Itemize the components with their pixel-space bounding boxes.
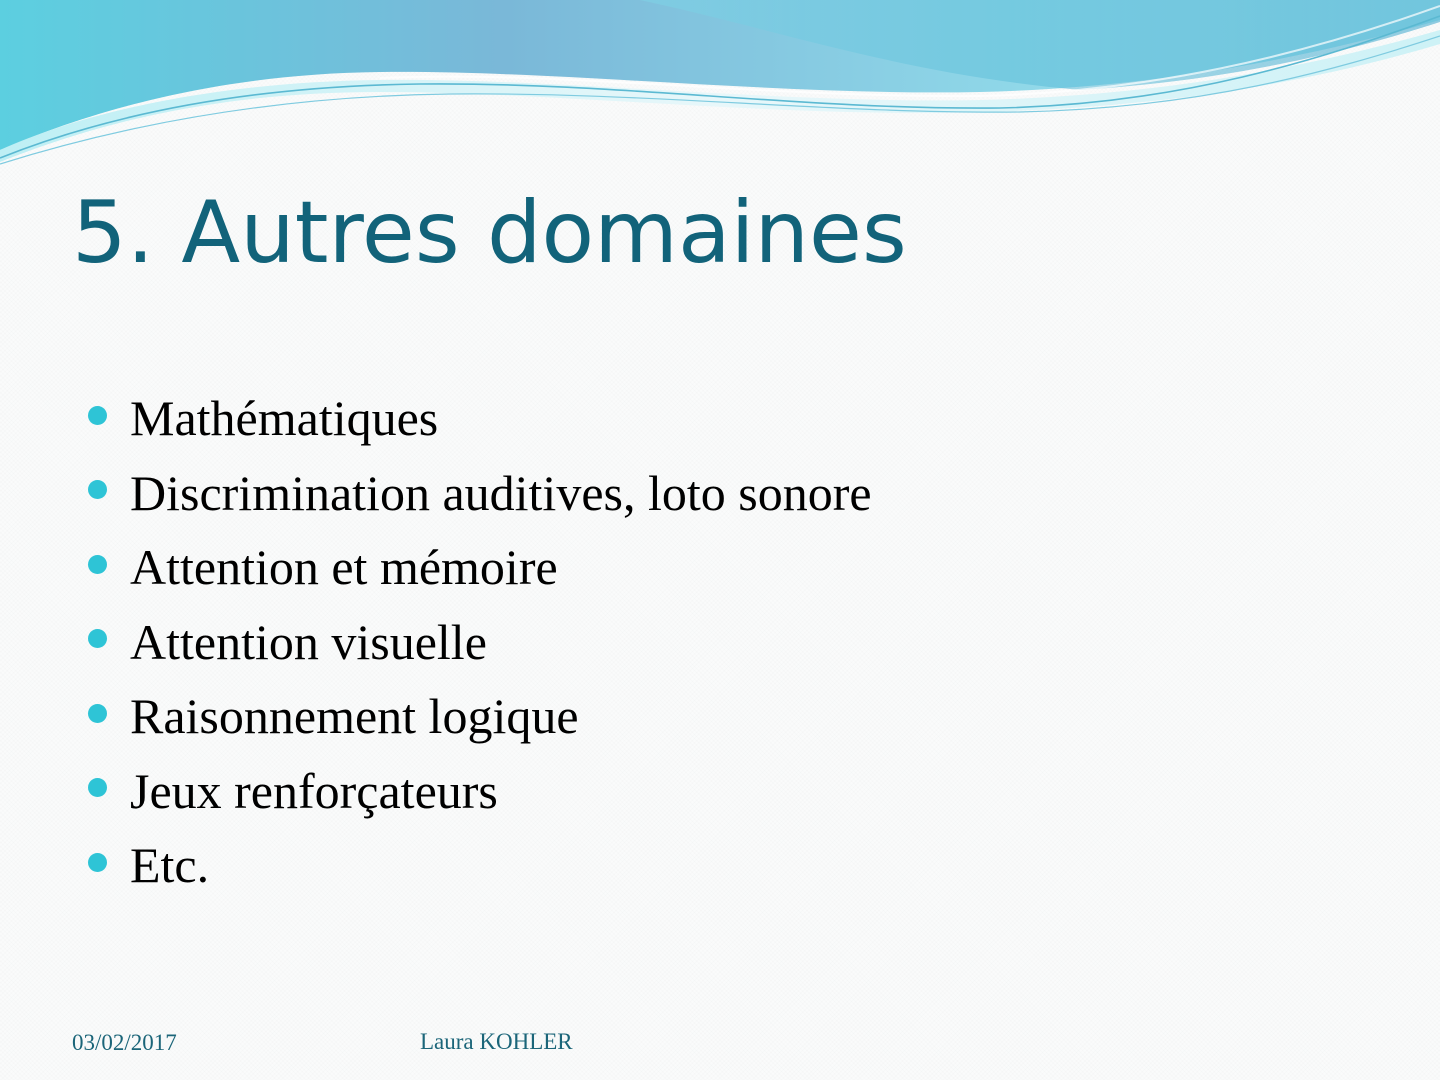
bullet-item — [88, 754, 872, 829]
footer-author: Laura KOHLER — [420, 1029, 573, 1054]
bullet-text: Raisonnement logique — [130, 688, 579, 745]
bullet-text: Attention visuelle — [130, 613, 487, 670]
bullet-item — [88, 828, 872, 903]
bullet-item — [88, 456, 872, 531]
footer-date: 03/02/2017 — [72, 1030, 177, 1055]
bullet-text: Mathématiques — [130, 390, 439, 447]
bullet-dot-icon — [88, 629, 107, 648]
bullet-list — [88, 381, 872, 903]
bullet-text: Jeux renforçateurs — [130, 762, 498, 819]
bullet-text: Attention et mémoire — [130, 539, 558, 596]
bullet-item — [88, 530, 872, 605]
bullet-text: Discrimination auditives, loto sonore — [130, 464, 872, 521]
bullet-dot-icon — [88, 480, 107, 499]
bullet-item — [88, 605, 872, 680]
bullet-text: Etc. — [130, 837, 210, 894]
bullet-dot-icon — [88, 853, 107, 872]
bullet-dot-icon — [88, 778, 107, 797]
wave-header-decoration — [0, 0, 1440, 180]
bullet-item — [88, 381, 872, 456]
bullet-dot-icon — [88, 704, 107, 723]
bullet-item — [88, 679, 872, 754]
slide-title: 5. Autres domaines — [72, 183, 907, 283]
bullet-dot-icon — [88, 555, 107, 574]
bullet-dot-icon — [88, 406, 107, 425]
